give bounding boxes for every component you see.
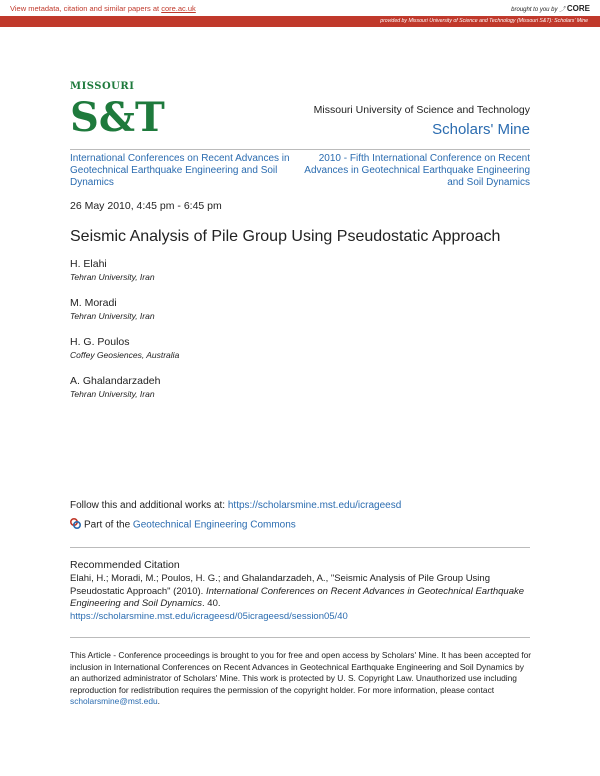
part-of-line <box>70 518 296 532</box>
author-name: H. Elahi <box>70 258 107 270</box>
core-logo[interactable]: CORE <box>566 4 590 13</box>
header-divider <box>70 149 530 150</box>
logo-monogram-icon <box>70 93 165 141</box>
author-entry <box>70 336 530 375</box>
citation-authors: Elahi, H.; Moradi, M.; Poulos, H. G.; and Ghalandarzadeh, A., "Seismic Analysis of Pile Group Using Pseudostatic Approach" (2010). <box>70 573 490 597</box>
author-name: A. Ghalandarzadeh <box>70 375 161 387</box>
provider-text: provided by Missouri University of Science and Technology (Missouri S&T): Scholars' Mine <box>380 18 588 24</box>
author-name: M. Moradi <box>70 297 117 309</box>
collection-link[interactable]: https://scholarsmine.mst.edu/icrageesd <box>227 500 402 511</box>
author-affiliation: Tehran University, Iran <box>70 311 155 321</box>
citation-body <box>70 573 530 623</box>
core-icon: ⤴ <box>559 7 566 13</box>
metadata-notice <box>10 2 196 16</box>
part-of-prefix: Part of the <box>84 519 133 531</box>
author-entry <box>70 297 530 336</box>
citation-url[interactable]: https://scholarsmine.mst.edu/icrageesd/05icrageesd/session05/40 <box>70 610 348 622</box>
paper-title: Seismic Analysis of Pile Group Using Pseudostatic Approach <box>70 228 501 245</box>
mst-logo[interactable] <box>70 81 165 141</box>
notice-text: This Article - Conference proceedings is brought to you for free and open access by Scholars' Mine. It has been accepted for inclusion in International Conferences on Recent Advances in Geotechnical Earthquake Engineering and Soil Dynamics by an authorized administrator of Scholars' Mine. This work is protected by U. S. Copyright Law. Unauthorized use including reproduction for redistribution requires the permission of the copyright holder. For more information, please contact <box>70 650 532 695</box>
metadata-prefix: View metadata, citation and similar papers at <box>10 4 162 13</box>
brought-by-text: brought to you by <box>511 7 558 13</box>
follow-line <box>70 500 401 511</box>
citation-heading: Recommended Citation <box>70 559 180 571</box>
commons-link[interactable]: Geotechnical Engineering Commons <box>132 519 296 531</box>
author-list <box>70 258 530 414</box>
author-entry <box>70 375 530 414</box>
access-notice <box>70 650 532 708</box>
citation-number: . 40. <box>202 598 221 609</box>
repository-name[interactable]: Scholars' Mine <box>432 121 530 138</box>
provider-bar <box>0 16 600 27</box>
core-link[interactable]: core.ac.uk <box>161 4 196 13</box>
commons-icon <box>70 518 81 532</box>
author-name: H. G. Poulos <box>70 336 130 348</box>
citation-divider <box>70 547 530 548</box>
author-affiliation: Coffey Geosiences, Australia <box>70 350 180 360</box>
notice-divider <box>70 637 530 638</box>
logo-wordmark: MISSOURI <box>70 81 135 92</box>
notice-end: . <box>157 696 160 706</box>
institution-name: Missouri University of Science and Technology <box>313 104 530 116</box>
brought-by <box>511 2 590 17</box>
author-entry <box>70 258 530 297</box>
top-bar <box>0 0 600 14</box>
event-date: 26 May 2010, 4:45 pm - 6:45 pm <box>70 200 222 212</box>
contact-email-link[interactable]: scholarsmine@mst.edu <box>70 696 158 706</box>
follow-prefix: Follow this and additional works at: <box>70 500 228 511</box>
author-affiliation: Tehran University, Iran <box>70 389 155 399</box>
logo-monogram: S&T <box>70 94 165 141</box>
series-link[interactable]: International Conferences on Recent Advances in Geotechnical Earthquake Engineering and Soil Dynamics <box>70 153 290 188</box>
citation-series: International Conferences on Recent Advances in Geotechnical Earthquake Engineering and Soil Dynamics <box>70 585 525 609</box>
author-affiliation: Tehran University, Iran <box>70 272 155 282</box>
conference-link[interactable]: 2010 - Fifth International Conference on Recent Advances in Geotechnical Earthquake Engineering and Soil Dynamics <box>304 153 530 188</box>
